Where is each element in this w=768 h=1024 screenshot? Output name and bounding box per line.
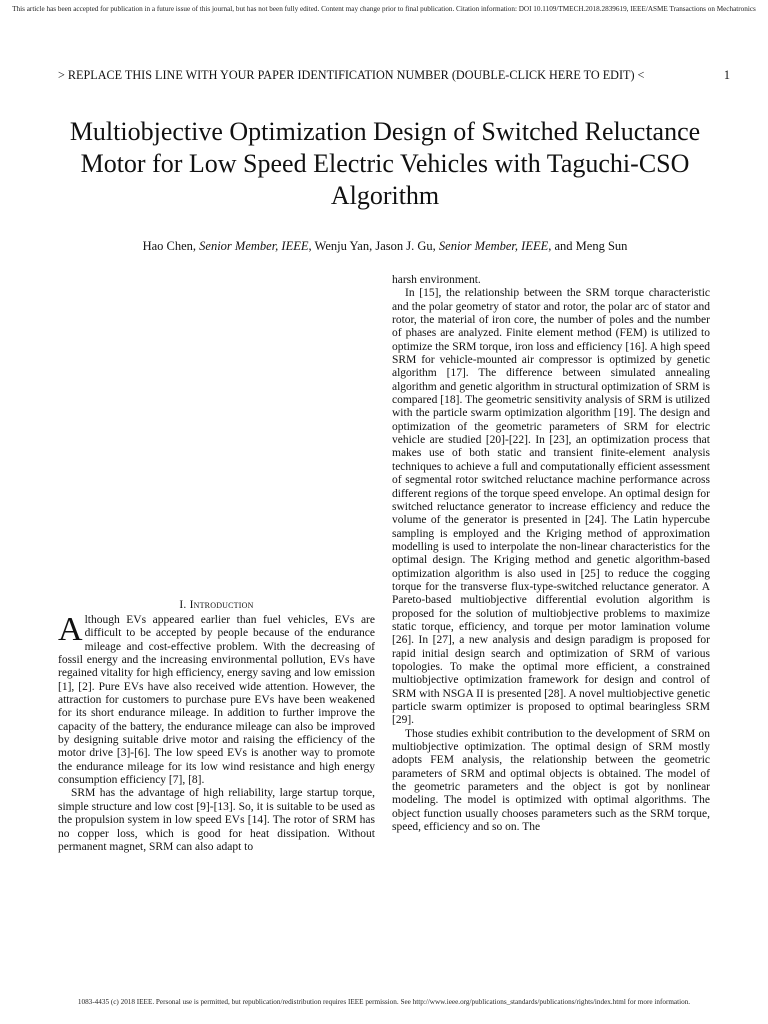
intro-paragraph-2: SRM has the advantage of high reliability, large startup torque, simple structure and low cost [9]-[13]. So, it is suitable to be used as the propulsion system in low speed EVs [14]. The rotor of SRM has no copper loss, which is good for heat dissipation. Without permanent magnet, SRM can also adapt to xyxy=(58,787,375,853)
author-1-role: Senior Member, IEEE xyxy=(199,239,309,253)
right-paragraph-0: harsh environment. xyxy=(392,274,481,286)
drop-cap: A xyxy=(58,611,83,648)
author-3-role: Senior Member, IEEE xyxy=(438,239,549,253)
right-paragraph-1: In [15], the relationship between the SRM torque characteristic and the polar geometry of stator and rotor, the polar arc of stator and rotor, the material of iron core, the number of poles and the number of phases are analyzed. Finite element method (FEM) is utilized to optimize the SRM torque, iron loss and efficiency [16]. A high speed SRM for vehicle-mounted air compressor is optimized by genetic algorithm [17]. The difference between simulated annealing algorithm and genetic algorithm in structural optimization of SRM is compared [18]. The geometric sensitivity analysis of SRM is utilized with the particle swarm optimization algorithm [19]. The design and optimization of the geometric parameters of SRM for electric vehicle are studied [20]-[22]. In [23], an optimization process that makes use of both static and transient finite-element analysis techniques to achieve a full and computationally efficient assessment of segmental rotor switched reluctance machine performance across different regions of the torque speed envelope. An optimal design for switched reluctance generator to increase efficiency and reduce the volume of the generator is presented in [24]. The Latin hypercube sampling is employed and the Kriging method of approximation modelling is used to interpolate the non-linear characteristics for the optimal design. The Kriging method and genetic algorithm-based optimization algorithm is also used in [25] to reduce the cogging torque for the transverse flux-type-switched reluctance generator. A Pareto-based multiobjective differential evolution algorithm is proposed for the solution of multiobjective problems to maximize static torque, efficiency, and torque per motor lamination volume [26]. In [27], a new analysis and design paradigm is proposed for rapid initial design search and optimization of SRM of various topologies. To make the optimal more efficient, a constrained multiobjective optimization framework for design and control of SRM with NSGA II is presented [28]. A novel multiobjective genetic particle swarm optimizer is proposed to optimal bearingless SRM [29]. xyxy=(392,287,710,727)
right-paragraph-2: Those studies exhibit contribution to the development of SRM on multiobjective optimization. The optimal design of SRM mostly adopts FEM analysis, the relationship between the geometric parameters of SRM and optimal objects is obtained. The model of the geometric parameters and the object is got by nonlinear modeling. The model is optimized with optimal algorithms. The object function usually chooses parameters such as the SRM torque, speed, efficiency and so on. The xyxy=(392,727,710,834)
intro-paragraph-1-text: lthough EVs appeared earlier than fuel vehicles, EVs are difficult to be accepted by people because of the endurance mileage and cost-effective problem. With the decreasing of fossil energy and the increasing environmental pollution, EVs have regained vitality for high efficiency, energy saving and low emission [1], [2]. Pure EVs have also received wide attention. However, the attraction for customers to purchase pure EVs have been weakened for its short endurance mileage. In addition to further improve the capacity of the battery, the endurance mileage can also be improved by designing suitable drive motor and raising the efficiency of the motor drive [3]-[6]. The low speed EVs is another way to promote the endurance mileage for its low wind resistance and high energy consumption efficiency [7], [8]. xyxy=(58,614,375,787)
intro-paragraph-1 xyxy=(58,611,375,787)
author-4: , and Meng Sun xyxy=(548,239,628,253)
section-heading-introduction: I. Introduction xyxy=(179,599,254,611)
author-1: Hao Chen, xyxy=(142,239,200,253)
paper-title: Multiobjective Optimization Design of Switched Reluctance Motor for Low Speed Electric Vehicles with Taguchi-CSO Algorithm xyxy=(69,117,701,210)
left-column xyxy=(58,598,375,854)
right-column xyxy=(392,274,710,834)
author-2-3: , Wenju Yan, Jason J. Gu, xyxy=(308,239,439,253)
copyright-footer: 1083-4435 (c) 2018 IEEE. Personal use is permitted, but republication/redistribution requires IEEE permission. See http://www.ieee.org/publications_standards/publications/rights/index.html for more information. xyxy=(77,998,691,1006)
page-number: 1 xyxy=(723,68,730,82)
running-head-text: > REPLACE THIS LINE WITH YOUR PAPER IDENTIFICATION NUMBER (DOUBLE-CLICK HERE TO EDIT) < xyxy=(58,68,645,82)
publication-notice: This article has been accepted for publication in a future issue of this journal, but has not been fully edited. Content may change prior to final publication. Citation information: DOI 10.1109/TMECH.2018.2839619, IEEE/ASME Transactions on Mechatronics xyxy=(12,5,756,13)
author-line xyxy=(40,238,730,254)
